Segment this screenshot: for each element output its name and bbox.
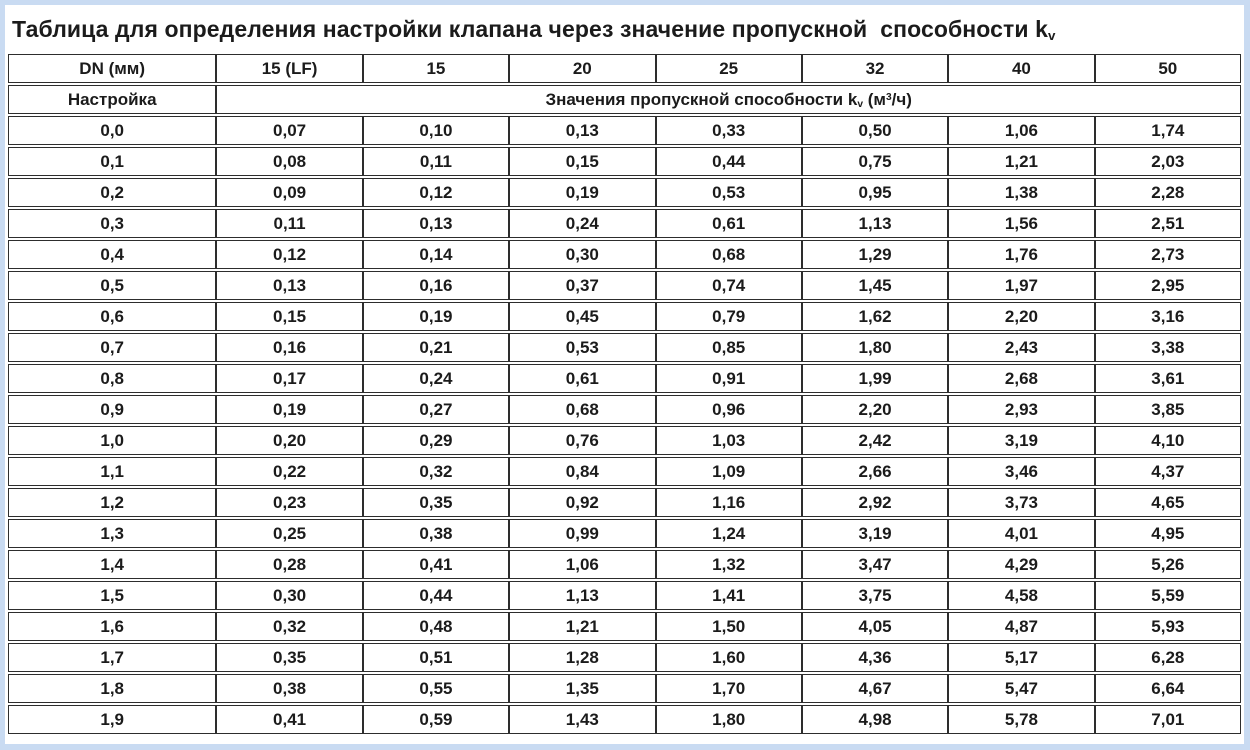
- value-cell: 4,29: [948, 550, 1094, 579]
- kv-header-mid: (м: [862, 89, 886, 109]
- table-row: [8, 302, 1241, 331]
- setting-cell: 1,9: [8, 705, 216, 734]
- value-cell: 0,96: [656, 395, 802, 424]
- value-cell: 0,95: [802, 178, 948, 207]
- value-cell: 0,53: [509, 333, 655, 362]
- value-cell: 0,28: [216, 550, 362, 579]
- value-cell: 1,13: [509, 581, 655, 610]
- setting-cell: 0,0: [8, 116, 216, 145]
- value-cell: 2,20: [948, 302, 1094, 331]
- value-cell: 5,47: [948, 674, 1094, 703]
- value-cell: 0,50: [802, 116, 948, 145]
- page-title-text: Таблица для определения настройки клапана через значение пропускной способности k: [12, 16, 1049, 42]
- value-cell: 5,59: [1095, 581, 1241, 610]
- value-cell: 0,68: [509, 395, 655, 424]
- value-cell: 1,45: [802, 271, 948, 300]
- size-header-cell: 15: [363, 54, 509, 83]
- value-cell: 0,14: [363, 240, 509, 269]
- value-cell: 0,85: [656, 333, 802, 362]
- size-header-cell: 20: [509, 54, 655, 83]
- value-cell: 0,12: [363, 178, 509, 207]
- value-cell: 4,65: [1095, 488, 1241, 517]
- value-cell: 6,28: [1095, 643, 1241, 672]
- value-cell: 0,17: [216, 364, 362, 393]
- value-cell: 0,24: [363, 364, 509, 393]
- kv-capacity-table: [8, 52, 1241, 736]
- kv-header-end: /ч): [891, 89, 912, 109]
- value-cell: 3,19: [948, 426, 1094, 455]
- value-cell: 0,27: [363, 395, 509, 424]
- value-cell: 1,06: [948, 116, 1094, 145]
- value-cell: 1,09: [656, 457, 802, 486]
- setting-cell: 1,8: [8, 674, 216, 703]
- value-cell: 0,13: [216, 271, 362, 300]
- value-cell: 4,36: [802, 643, 948, 672]
- value-cell: 0,30: [216, 581, 362, 610]
- value-cell: 3,16: [1095, 302, 1241, 331]
- value-cell: 0,79: [656, 302, 802, 331]
- value-cell: 0,35: [363, 488, 509, 517]
- value-cell: 0,53: [656, 178, 802, 207]
- value-cell: 0,37: [509, 271, 655, 300]
- value-cell: 4,87: [948, 612, 1094, 641]
- setting-cell: 0,7: [8, 333, 216, 362]
- value-cell: 1,43: [509, 705, 655, 734]
- setting-cell: 1,1: [8, 457, 216, 486]
- table-row: [8, 488, 1241, 517]
- table-row: [8, 519, 1241, 548]
- table-row: [8, 674, 1241, 703]
- table-row: [8, 364, 1241, 393]
- value-cell: 0,35: [216, 643, 362, 672]
- value-cell: 0,21: [363, 333, 509, 362]
- value-cell: 0,99: [509, 519, 655, 548]
- table-row: [8, 612, 1241, 641]
- setting-cell: 0,2: [8, 178, 216, 207]
- setting-cell: 0,4: [8, 240, 216, 269]
- value-cell: 7,01: [1095, 705, 1241, 734]
- value-cell: 0,59: [363, 705, 509, 734]
- value-cell: 4,37: [1095, 457, 1241, 486]
- value-cell: 0,16: [216, 333, 362, 362]
- setting-cell: 1,7: [8, 643, 216, 672]
- value-cell: 0,38: [216, 674, 362, 703]
- value-cell: 2,51: [1095, 209, 1241, 238]
- value-cell: 5,17: [948, 643, 1094, 672]
- table-row: [8, 240, 1241, 269]
- table-row: [8, 581, 1241, 610]
- value-cell: 0,11: [216, 209, 362, 238]
- table-row: [8, 147, 1241, 176]
- value-cell: 0,32: [363, 457, 509, 486]
- size-header-cell: 40: [948, 54, 1094, 83]
- table-row: [8, 550, 1241, 579]
- size-header-cell: 25: [656, 54, 802, 83]
- value-cell: 2,95: [1095, 271, 1241, 300]
- value-cell: 3,61: [1095, 364, 1241, 393]
- table-row: [8, 643, 1241, 672]
- value-cell: 1,16: [656, 488, 802, 517]
- value-cell: 1,70: [656, 674, 802, 703]
- table-body: [8, 116, 1241, 734]
- value-cell: 0,16: [363, 271, 509, 300]
- setting-cell: 1,6: [8, 612, 216, 641]
- value-cell: 0,09: [216, 178, 362, 207]
- setting-cell: 1,4: [8, 550, 216, 579]
- table-row: [8, 426, 1241, 455]
- value-cell: 1,99: [802, 364, 948, 393]
- value-cell: 1,38: [948, 178, 1094, 207]
- value-cell: 1,60: [656, 643, 802, 672]
- value-cell: 0,48: [363, 612, 509, 641]
- value-cell: 0,61: [656, 209, 802, 238]
- value-cell: 0,11: [363, 147, 509, 176]
- table-row: [8, 209, 1241, 238]
- value-cell: 0,61: [509, 364, 655, 393]
- value-cell: 4,67: [802, 674, 948, 703]
- value-cell: 3,73: [948, 488, 1094, 517]
- value-cell: 3,75: [802, 581, 948, 610]
- setting-cell: 1,5: [8, 581, 216, 610]
- table-header-row-dn: [8, 54, 1241, 83]
- value-cell: 2,66: [802, 457, 948, 486]
- value-cell: 1,56: [948, 209, 1094, 238]
- value-cell: 4,98: [802, 705, 948, 734]
- value-cell: 5,78: [948, 705, 1094, 734]
- value-cell: 0,25: [216, 519, 362, 548]
- value-cell: 4,01: [948, 519, 1094, 548]
- page-title-subscript: v: [1048, 28, 1056, 44]
- value-cell: 0,13: [509, 116, 655, 145]
- table-row: [8, 705, 1241, 734]
- setting-cell: 1,2: [8, 488, 216, 517]
- setting-cell: 0,5: [8, 271, 216, 300]
- value-cell: 0,51: [363, 643, 509, 672]
- setting-header-cell: Настройка: [8, 85, 216, 114]
- value-cell: 1,24: [656, 519, 802, 548]
- page-title: [8, 5, 1241, 52]
- value-cell: 0,13: [363, 209, 509, 238]
- value-cell: 2,42: [802, 426, 948, 455]
- value-cell: 1,21: [948, 147, 1094, 176]
- value-cell: 0,55: [363, 674, 509, 703]
- value-cell: 0,19: [509, 178, 655, 207]
- value-cell: 0,15: [216, 302, 362, 331]
- setting-cell: 0,3: [8, 209, 216, 238]
- setting-cell: 1,3: [8, 519, 216, 548]
- value-cell: 0,19: [363, 302, 509, 331]
- value-cell: 6,64: [1095, 674, 1241, 703]
- table-row: [8, 271, 1241, 300]
- value-cell: 2,73: [1095, 240, 1241, 269]
- value-cell: 1,97: [948, 271, 1094, 300]
- value-cell: 0,22: [216, 457, 362, 486]
- value-cell: 1,80: [802, 333, 948, 362]
- value-cell: 0,12: [216, 240, 362, 269]
- value-cell: 1,50: [656, 612, 802, 641]
- value-cell: 4,05: [802, 612, 948, 641]
- table-row: [8, 178, 1241, 207]
- document-page: [5, 5, 1244, 744]
- table-row: [8, 457, 1241, 486]
- value-cell: 5,26: [1095, 550, 1241, 579]
- value-cell: 1,28: [509, 643, 655, 672]
- value-cell: 0,23: [216, 488, 362, 517]
- value-cell: 2,92: [802, 488, 948, 517]
- size-header-cell: 32: [802, 54, 948, 83]
- value-cell: 4,95: [1095, 519, 1241, 548]
- value-cell: 1,21: [509, 612, 655, 641]
- value-cell: 5,93: [1095, 612, 1241, 641]
- value-cell: 1,32: [656, 550, 802, 579]
- size-header-cell: 50: [1095, 54, 1241, 83]
- value-cell: 4,58: [948, 581, 1094, 610]
- value-cell: 1,74: [1095, 116, 1241, 145]
- setting-cell: 0,1: [8, 147, 216, 176]
- value-cell: 1,03: [656, 426, 802, 455]
- value-cell: 2,93: [948, 395, 1094, 424]
- value-cell: 0,20: [216, 426, 362, 455]
- kv-header-subscript: v: [857, 99, 863, 111]
- setting-cell: 0,8: [8, 364, 216, 393]
- value-cell: 1,80: [656, 705, 802, 734]
- value-cell: 3,38: [1095, 333, 1241, 362]
- dn-header-cell: DN (мм): [8, 54, 216, 83]
- value-cell: 0,10: [363, 116, 509, 145]
- value-cell: 0,45: [509, 302, 655, 331]
- value-cell: 0,41: [363, 550, 509, 579]
- size-header-cell: 15 (LF): [216, 54, 362, 83]
- value-cell: 1,41: [656, 581, 802, 610]
- value-cell: 0,41: [216, 705, 362, 734]
- kv-header-text: Значения пропускной способности k: [545, 89, 858, 109]
- value-cell: 0,07: [216, 116, 362, 145]
- value-cell: 2,68: [948, 364, 1094, 393]
- value-cell: 1,29: [802, 240, 948, 269]
- value-cell: 0,75: [802, 147, 948, 176]
- setting-cell: 1,0: [8, 426, 216, 455]
- value-cell: 0,84: [509, 457, 655, 486]
- value-cell: 0,29: [363, 426, 509, 455]
- value-cell: 0,74: [656, 271, 802, 300]
- value-cell: 0,33: [656, 116, 802, 145]
- value-cell: 3,85: [1095, 395, 1241, 424]
- setting-cell: 0,6: [8, 302, 216, 331]
- value-cell: 2,20: [802, 395, 948, 424]
- value-cell: 0,76: [509, 426, 655, 455]
- value-cell: 2,43: [948, 333, 1094, 362]
- value-cell: 0,24: [509, 209, 655, 238]
- table-row: [8, 116, 1241, 145]
- value-cell: 1,13: [802, 209, 948, 238]
- kv-values-header-cell: [216, 85, 1241, 114]
- value-cell: 4,10: [1095, 426, 1241, 455]
- setting-cell: 0,9: [8, 395, 216, 424]
- value-cell: 2,28: [1095, 178, 1241, 207]
- table-row: [8, 395, 1241, 424]
- value-cell: 0,44: [363, 581, 509, 610]
- value-cell: 0,91: [656, 364, 802, 393]
- value-cell: 0,32: [216, 612, 362, 641]
- table-row: [8, 333, 1241, 362]
- value-cell: 0,92: [509, 488, 655, 517]
- value-cell: 0,19: [216, 395, 362, 424]
- value-cell: 0,30: [509, 240, 655, 269]
- value-cell: 3,47: [802, 550, 948, 579]
- value-cell: 1,76: [948, 240, 1094, 269]
- table-header-row-kv: [8, 85, 1241, 114]
- value-cell: 3,46: [948, 457, 1094, 486]
- value-cell: 0,68: [656, 240, 802, 269]
- value-cell: 1,35: [509, 674, 655, 703]
- value-cell: 2,03: [1095, 147, 1241, 176]
- value-cell: 3,19: [802, 519, 948, 548]
- kv-header-superscript: 3: [885, 91, 892, 103]
- value-cell: 0,08: [216, 147, 362, 176]
- value-cell: 1,62: [802, 302, 948, 331]
- value-cell: 1,06: [509, 550, 655, 579]
- value-cell: 0,44: [656, 147, 802, 176]
- value-cell: 0,38: [363, 519, 509, 548]
- value-cell: 0,15: [509, 147, 655, 176]
